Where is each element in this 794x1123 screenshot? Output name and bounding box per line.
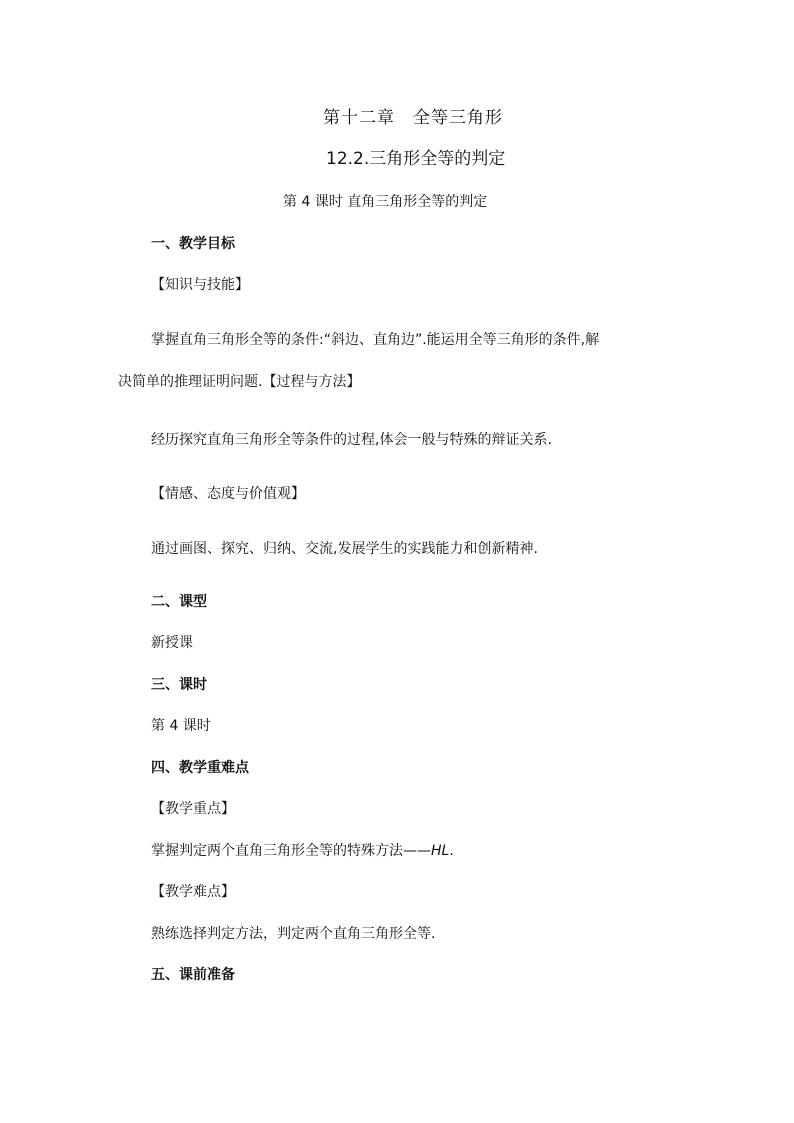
chapter-title: 第十二章 全等三角形 (323, 108, 503, 128)
emotion-label: 【情感、态度与价值观】 (151, 486, 305, 502)
period-heading: 三、课时 (151, 677, 207, 693)
emotion-text: 通过画图、探究、归纳、交流,发展学生的实践能力和创新精神. (151, 541, 538, 557)
knowledge-text-line2: 决简单的推理证明问题.【过程与方法】 (118, 374, 361, 390)
difficult-text: 熟练选择判定方法，判定两个直角三角形全等. (151, 926, 436, 942)
section-title: 12.2.三角形全等的判定 (326, 149, 506, 169)
key-label: 【教学重点】 (151, 801, 235, 817)
key-text-suffix: . (449, 843, 454, 859)
knowledge-label: 【知识与技能】 (151, 277, 249, 293)
type-text: 新授课 (151, 635, 193, 651)
process-text: 经历探究直角三角形全等条件的过程,体会一般与特殊的辩证关系. (151, 432, 552, 448)
prep-heading: 五、课前准备 (151, 967, 235, 983)
key-text (151, 842, 454, 860)
difficult-label: 【教学难点】 (151, 884, 235, 900)
lesson-title: 第 4 课时 直角三角形全等的判定 (283, 194, 488, 210)
knowledge-text-line1: 掌握直角三角形全等的条件:“斜边、直角边”.能运用全等三角形的条件,解 (151, 332, 600, 348)
type-heading: 二、课型 (151, 594, 207, 610)
objectives-heading: 一、教学目标 (151, 236, 235, 252)
key-text-hl: HL (431, 843, 450, 859)
period-text: 第 4 课时 (151, 718, 211, 734)
key-text-prefix: 掌握判定两个直角三角形全等的特殊方法—— (151, 843, 431, 859)
key-difficult-heading: 四、教学重难点 (151, 760, 249, 776)
